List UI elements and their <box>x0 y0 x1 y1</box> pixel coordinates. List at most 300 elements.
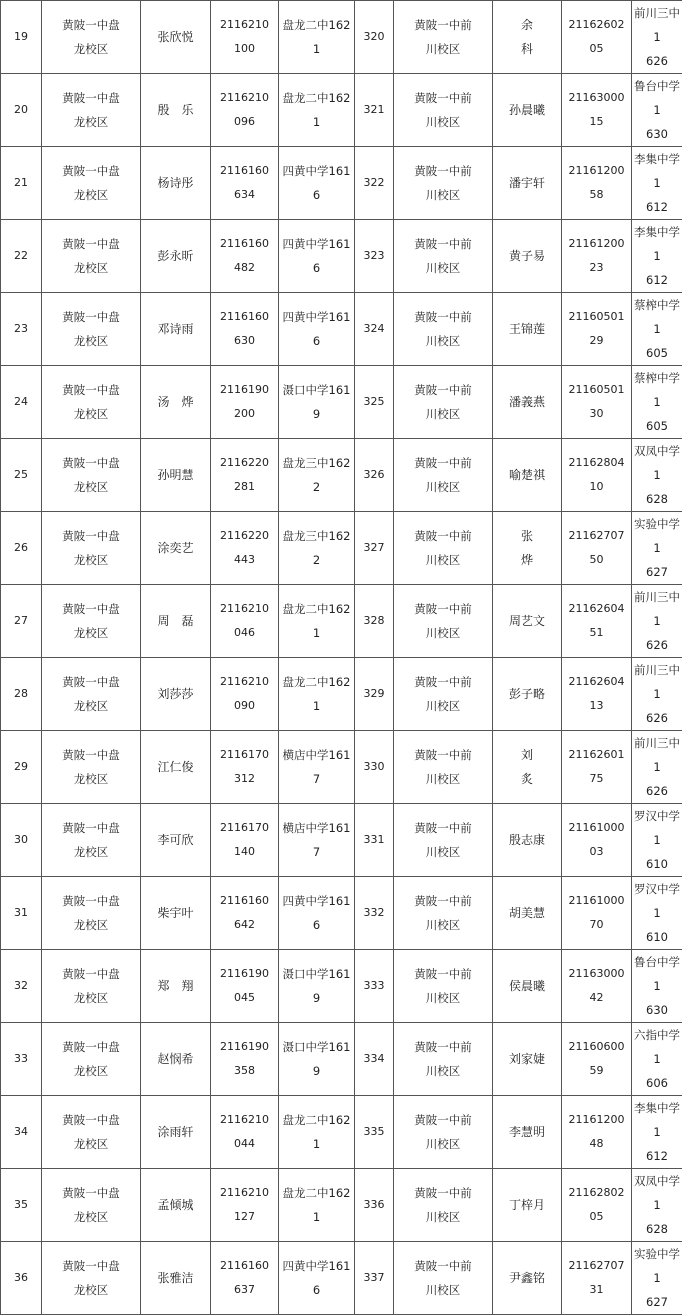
right-row-number: 327 <box>355 512 394 585</box>
original-school-line: 630 <box>632 998 682 1022</box>
student-name-line: 孙晨曦 <box>493 98 561 122</box>
school-cell-line: 川校区 <box>394 110 492 134</box>
school-cell-line: 黄陂一中盘 <box>42 1181 140 1205</box>
student-name-line: 烨 <box>493 548 561 572</box>
right-student-id <box>562 585 632 658</box>
school-cell-line: 龙校区 <box>42 110 140 134</box>
left-student-name <box>141 950 211 1023</box>
school-cell-line: 川校区 <box>394 37 492 61</box>
student-id-line: 2116210 <box>211 86 278 110</box>
left-school-cell <box>42 950 141 1023</box>
right-row-number: 321 <box>355 74 394 147</box>
original-school-line: 7 <box>279 840 354 864</box>
original-school-line: 6 <box>279 256 354 280</box>
student-id-line: 21161200 <box>562 159 631 183</box>
right-student-name <box>493 439 562 512</box>
school-cell-line: 川校区 <box>394 1132 492 1156</box>
right-original-school <box>632 585 682 658</box>
student-name-line: 彭永昕 <box>141 244 210 268</box>
left-school-cell <box>42 1169 141 1242</box>
left-original-school <box>279 366 355 439</box>
original-school-line: 605 <box>632 414 682 438</box>
student-id-line: 21163000 <box>562 86 631 110</box>
right-student-name <box>493 1096 562 1169</box>
left-school-cell <box>42 74 141 147</box>
student-id-line: 30 <box>562 402 631 426</box>
original-school-line: 612 <box>632 195 682 219</box>
student-id-line: 312 <box>211 767 278 791</box>
right-student-name <box>493 220 562 293</box>
original-school-line: 627 <box>632 1290 682 1314</box>
student-id-line: 03 <box>562 840 631 864</box>
original-school-line: 1 <box>279 37 354 61</box>
left-student-id <box>211 1096 279 1169</box>
left-row-number: 21 <box>1 147 42 220</box>
original-school-line: 盘龙二中162 <box>279 13 354 37</box>
table-row <box>1 1169 682 1242</box>
student-name-line: 汤 烨 <box>141 390 210 414</box>
student-id-line: 48 <box>562 1132 631 1156</box>
student-id-line: 21160600 <box>562 1035 631 1059</box>
school-cell-line: 龙校区 <box>42 1059 140 1083</box>
student-id-line: 2116210 <box>211 1181 278 1205</box>
student-name-line: 侯晨曦 <box>493 974 561 998</box>
right-student-id <box>562 220 632 293</box>
left-student-id <box>211 293 279 366</box>
student-id-line: 21162604 <box>562 597 631 621</box>
right-original-school <box>632 366 682 439</box>
student-name-line: 李慧明 <box>493 1120 561 1144</box>
original-school-line: 6 <box>279 329 354 353</box>
student-name-line: 殷志康 <box>493 828 561 852</box>
student-name-line: 丁梓月 <box>493 1193 561 1217</box>
table-row <box>1 585 682 658</box>
right-original-school <box>632 804 682 877</box>
student-id-line: 21162707 <box>562 1254 631 1278</box>
right-row-number: 325 <box>355 366 394 439</box>
left-student-id <box>211 804 279 877</box>
right-school-cell <box>394 439 493 512</box>
student-id-line: 642 <box>211 913 278 937</box>
table-row <box>1 74 682 147</box>
school-cell-line: 龙校区 <box>42 1205 140 1229</box>
original-school-line: 612 <box>632 268 682 292</box>
right-student-id <box>562 1023 632 1096</box>
right-original-school <box>632 731 682 804</box>
left-student-name <box>141 1169 211 1242</box>
student-id-line: 634 <box>211 183 278 207</box>
student-name-line: 张雅洁 <box>141 1266 210 1290</box>
student-id-line: 100 <box>211 37 278 61</box>
school-cell-line: 黄陂一中盘 <box>42 670 140 694</box>
student-name-line: 喻楚祺 <box>493 463 561 487</box>
right-row-number: 335 <box>355 1096 394 1169</box>
student-id-line: 090 <box>211 694 278 718</box>
student-name-line: 周 磊 <box>141 609 210 633</box>
right-row-number: 336 <box>355 1169 394 1242</box>
school-cell-line: 黄陂一中前 <box>394 451 492 475</box>
left-school-cell <box>42 512 141 585</box>
left-row-number: 25 <box>1 439 42 512</box>
left-row-number: 35 <box>1 1169 42 1242</box>
student-id-line: 2116160 <box>211 889 278 913</box>
left-row-number: 19 <box>1 1 42 74</box>
original-school-line: 蔡榨中学1 <box>632 366 682 414</box>
school-cell-line: 川校区 <box>394 548 492 572</box>
left-school-cell <box>42 293 141 366</box>
student-id-line: 15 <box>562 110 631 134</box>
original-school-line: 9 <box>279 1059 354 1083</box>
student-name-line: 胡美慧 <box>493 901 561 925</box>
right-student-name <box>493 74 562 147</box>
left-student-id <box>211 1242 279 1315</box>
right-original-school <box>632 658 682 731</box>
right-school-cell <box>394 1023 493 1096</box>
right-student-id <box>562 950 632 1023</box>
school-cell-line: 川校区 <box>394 621 492 645</box>
right-original-school <box>632 147 682 220</box>
right-original-school <box>632 439 682 512</box>
student-id-line: 21161200 <box>562 1108 631 1132</box>
left-student-name <box>141 366 211 439</box>
original-school-line: 蔡榨中学1 <box>632 293 682 341</box>
right-original-school <box>632 1242 682 1315</box>
original-school-line: 罗汉中学1 <box>632 877 682 925</box>
left-student-id <box>211 877 279 950</box>
left-school-cell <box>42 731 141 804</box>
school-cell-line: 黄陂一中盘 <box>42 305 140 329</box>
student-id-line: 358 <box>211 1059 278 1083</box>
student-name-line: 刘莎莎 <box>141 682 210 706</box>
right-row-number: 320 <box>355 1 394 74</box>
original-school-line: 滠口中学161 <box>279 378 354 402</box>
right-school-cell <box>394 658 493 731</box>
left-original-school <box>279 1023 355 1096</box>
right-original-school <box>632 1 682 74</box>
school-cell-line: 黄陂一中前 <box>394 1254 492 1278</box>
school-cell-line: 黄陂一中盘 <box>42 159 140 183</box>
left-student-name <box>141 877 211 950</box>
student-name-line: 涂雨轩 <box>141 1120 210 1144</box>
student-id-line: 127 <box>211 1205 278 1229</box>
original-school-line: 628 <box>632 1217 682 1241</box>
left-student-name <box>141 585 211 658</box>
original-school-line: 盘龙二中162 <box>279 597 354 621</box>
right-row-number: 334 <box>355 1023 394 1096</box>
student-name-line: 尹鑫铭 <box>493 1266 561 1290</box>
school-cell-line: 黄陂一中前 <box>394 597 492 621</box>
left-school-cell <box>42 1096 141 1169</box>
student-id-line: 482 <box>211 256 278 280</box>
student-name-line: 潘宇轩 <box>493 171 561 195</box>
student-id-line: 21162601 <box>562 743 631 767</box>
left-row-number: 23 <box>1 293 42 366</box>
right-student-id <box>562 439 632 512</box>
school-cell-line: 龙校区 <box>42 256 140 280</box>
left-row-number: 29 <box>1 731 42 804</box>
student-id-line: 21162802 <box>562 1181 631 1205</box>
student-id-line: 281 <box>211 475 278 499</box>
table-row <box>1 147 682 220</box>
original-school-line: 605 <box>632 341 682 365</box>
left-original-school <box>279 731 355 804</box>
left-student-name <box>141 804 211 877</box>
left-original-school <box>279 585 355 658</box>
school-cell-line: 黄陂一中前 <box>394 816 492 840</box>
original-school-line: 实验中学1 <box>632 1242 682 1290</box>
right-student-id <box>562 1 632 74</box>
left-student-name <box>141 658 211 731</box>
school-cell-line: 黄陂一中盘 <box>42 1035 140 1059</box>
school-cell-line: 黄陂一中前 <box>394 889 492 913</box>
table-row <box>1 950 682 1023</box>
right-row-number: 322 <box>355 147 394 220</box>
original-school-line: 李集中学1 <box>632 1096 682 1144</box>
school-cell-line: 川校区 <box>394 694 492 718</box>
student-name-line: 杨诗彤 <box>141 171 210 195</box>
left-row-number: 33 <box>1 1023 42 1096</box>
right-row-number: 329 <box>355 658 394 731</box>
right-original-school <box>632 1023 682 1096</box>
left-student-id <box>211 731 279 804</box>
school-cell-line: 黄陂一中前 <box>394 159 492 183</box>
school-cell-line: 黄陂一中前 <box>394 1108 492 1132</box>
school-cell-line: 黄陂一中前 <box>394 1035 492 1059</box>
student-id-line: 200 <box>211 402 278 426</box>
left-student-id <box>211 1169 279 1242</box>
school-cell-line: 川校区 <box>394 402 492 426</box>
table-row <box>1 658 682 731</box>
school-cell-line: 龙校区 <box>42 913 140 937</box>
right-school-cell <box>394 512 493 585</box>
student-id-line: 2116220 <box>211 451 278 475</box>
school-cell-line: 黄陂一中前 <box>394 378 492 402</box>
student-id-line: 13 <box>562 694 631 718</box>
original-school-line: 626 <box>632 706 682 730</box>
school-cell-line: 龙校区 <box>42 840 140 864</box>
original-school-line: 9 <box>279 402 354 426</box>
original-school-line: 6 <box>279 913 354 937</box>
student-id-line: 21160501 <box>562 305 631 329</box>
left-original-school <box>279 1242 355 1315</box>
left-original-school <box>279 658 355 731</box>
right-student-id <box>562 366 632 439</box>
original-school-line: 双凤中学1 <box>632 439 682 487</box>
left-original-school <box>279 74 355 147</box>
student-id-line: 2116160 <box>211 232 278 256</box>
left-original-school <box>279 220 355 293</box>
student-id-line: 21163000 <box>562 962 631 986</box>
original-school-line: 滠口中学161 <box>279 962 354 986</box>
right-student-name <box>493 366 562 439</box>
left-student-id <box>211 658 279 731</box>
right-student-name <box>493 804 562 877</box>
left-student-name <box>141 512 211 585</box>
student-id-line: 05 <box>562 37 631 61</box>
student-id-line: 31 <box>562 1278 631 1302</box>
original-school-line: 盘龙三中162 <box>279 451 354 475</box>
left-original-school <box>279 1 355 74</box>
left-school-cell <box>42 220 141 293</box>
right-row-number: 323 <box>355 220 394 293</box>
left-student-name <box>141 74 211 147</box>
school-cell-line: 川校区 <box>394 913 492 937</box>
school-cell-line: 黄陂一中盘 <box>42 816 140 840</box>
left-student-name <box>141 293 211 366</box>
right-student-name <box>493 1023 562 1096</box>
right-student-name <box>493 1242 562 1315</box>
student-id-line: 2116190 <box>211 378 278 402</box>
right-student-name <box>493 585 562 658</box>
original-school-line: 四黄中学161 <box>279 159 354 183</box>
school-cell-line: 川校区 <box>394 183 492 207</box>
left-original-school <box>279 293 355 366</box>
school-cell-line: 龙校区 <box>42 548 140 572</box>
student-id-line: 2116190 <box>211 962 278 986</box>
original-school-line: 鲁台中学1 <box>632 74 682 122</box>
right-original-school <box>632 74 682 147</box>
right-row-number: 331 <box>355 804 394 877</box>
original-school-line: 四黄中学161 <box>279 1254 354 1278</box>
student-id-line: 21162604 <box>562 670 631 694</box>
right-student-name <box>493 1169 562 1242</box>
right-student-id <box>562 293 632 366</box>
right-original-school <box>632 512 682 585</box>
school-cell-line: 黄陂一中盘 <box>42 524 140 548</box>
original-school-line: 实验中学1 <box>632 512 682 560</box>
student-id-line: 046 <box>211 621 278 645</box>
table-row <box>1 1 682 74</box>
table-row <box>1 1023 682 1096</box>
school-cell-line: 黄陂一中盘 <box>42 1254 140 1278</box>
left-student-id <box>211 439 279 512</box>
right-student-name <box>493 147 562 220</box>
right-student-id <box>562 877 632 950</box>
original-school-line: 626 <box>632 779 682 803</box>
left-school-cell <box>42 147 141 220</box>
school-cell-line: 龙校区 <box>42 37 140 61</box>
original-school-line: 9 <box>279 986 354 1010</box>
school-cell-line: 黄陂一中盘 <box>42 86 140 110</box>
left-student-id <box>211 366 279 439</box>
left-row-number: 20 <box>1 74 42 147</box>
original-school-line: 盘龙二中162 <box>279 86 354 110</box>
student-name-line: 刘家婕 <box>493 1047 561 1071</box>
student-name-line: 孟倾城 <box>141 1193 210 1217</box>
student-name-line: 郑 翔 <box>141 974 210 998</box>
left-original-school <box>279 950 355 1023</box>
student-id-line: 50 <box>562 548 631 572</box>
student-name-line: 赵悯希 <box>141 1047 210 1071</box>
student-name-line: 李可欣 <box>141 828 210 852</box>
student-name-line: 王锦莲 <box>493 317 561 341</box>
right-school-cell <box>394 1096 493 1169</box>
original-school-line: 李集中学1 <box>632 220 682 268</box>
school-cell-line: 川校区 <box>394 840 492 864</box>
right-school-cell <box>394 804 493 877</box>
original-school-line: 626 <box>632 49 682 73</box>
original-school-line: 前川三中1 <box>632 731 682 779</box>
student-id-line: 2116210 <box>211 13 278 37</box>
school-cell-line: 龙校区 <box>42 621 140 645</box>
original-school-line: 610 <box>632 925 682 949</box>
school-cell-line: 龙校区 <box>42 1132 140 1156</box>
right-school-cell <box>394 220 493 293</box>
school-cell-line: 黄陂一中前 <box>394 670 492 694</box>
right-school-cell <box>394 585 493 658</box>
original-school-line: 606 <box>632 1071 682 1095</box>
table-row <box>1 512 682 585</box>
left-row-number: 26 <box>1 512 42 585</box>
right-student-name <box>493 293 562 366</box>
student-id-line: 044 <box>211 1132 278 1156</box>
original-school-line: 1 <box>279 1205 354 1229</box>
original-school-line: 滠口中学161 <box>279 1035 354 1059</box>
table-body <box>1 1 682 1315</box>
left-student-id <box>211 147 279 220</box>
left-student-id <box>211 220 279 293</box>
left-school-cell <box>42 585 141 658</box>
student-name-line: 周艺文 <box>493 609 561 633</box>
left-row-number: 31 <box>1 877 42 950</box>
school-cell-line: 川校区 <box>394 1278 492 1302</box>
original-school-line: 盘龙二中162 <box>279 1108 354 1132</box>
school-cell-line: 黄陂一中前 <box>394 1181 492 1205</box>
original-school-line: 612 <box>632 1144 682 1168</box>
student-id-line: 59 <box>562 1059 631 1083</box>
left-student-id <box>211 950 279 1023</box>
student-id-line: 21160501 <box>562 378 631 402</box>
student-id-line: 2116160 <box>211 159 278 183</box>
original-school-line: 前川三中1 <box>632 585 682 633</box>
right-school-cell <box>394 950 493 1023</box>
original-school-line: 626 <box>632 633 682 657</box>
school-cell-line: 黄陂一中盘 <box>42 597 140 621</box>
student-id-line: 630 <box>211 329 278 353</box>
left-original-school <box>279 147 355 220</box>
left-student-name <box>141 1096 211 1169</box>
student-name-line: 江仁俊 <box>141 755 210 779</box>
table-row <box>1 1096 682 1169</box>
left-original-school <box>279 804 355 877</box>
right-school-cell <box>394 731 493 804</box>
left-student-name <box>141 1023 211 1096</box>
right-student-name <box>493 877 562 950</box>
student-name-line: 科 <box>493 37 561 61</box>
student-name-line: 刘 <box>493 743 561 767</box>
student-id-line: 2116190 <box>211 1035 278 1059</box>
student-name-line: 孙明慧 <box>141 463 210 487</box>
student-id-line: 21162804 <box>562 451 631 475</box>
school-cell-line: 黄陂一中前 <box>394 232 492 256</box>
school-cell-line: 龙校区 <box>42 475 140 499</box>
student-id-line: 2116220 <box>211 524 278 548</box>
original-school-line: 6 <box>279 1278 354 1302</box>
table-row <box>1 293 682 366</box>
original-school-line: 四黄中学161 <box>279 889 354 913</box>
student-id-line: 21161000 <box>562 889 631 913</box>
school-cell-line: 龙校区 <box>42 183 140 207</box>
school-cell-line: 黄陂一中前 <box>394 743 492 767</box>
left-row-number: 32 <box>1 950 42 1023</box>
left-student-id <box>211 1 279 74</box>
right-student-id <box>562 804 632 877</box>
left-student-id <box>211 74 279 147</box>
school-cell-line: 黄陂一中前 <box>394 86 492 110</box>
school-cell-line: 龙校区 <box>42 767 140 791</box>
right-student-name <box>493 512 562 585</box>
student-id-line: 21161000 <box>562 816 631 840</box>
